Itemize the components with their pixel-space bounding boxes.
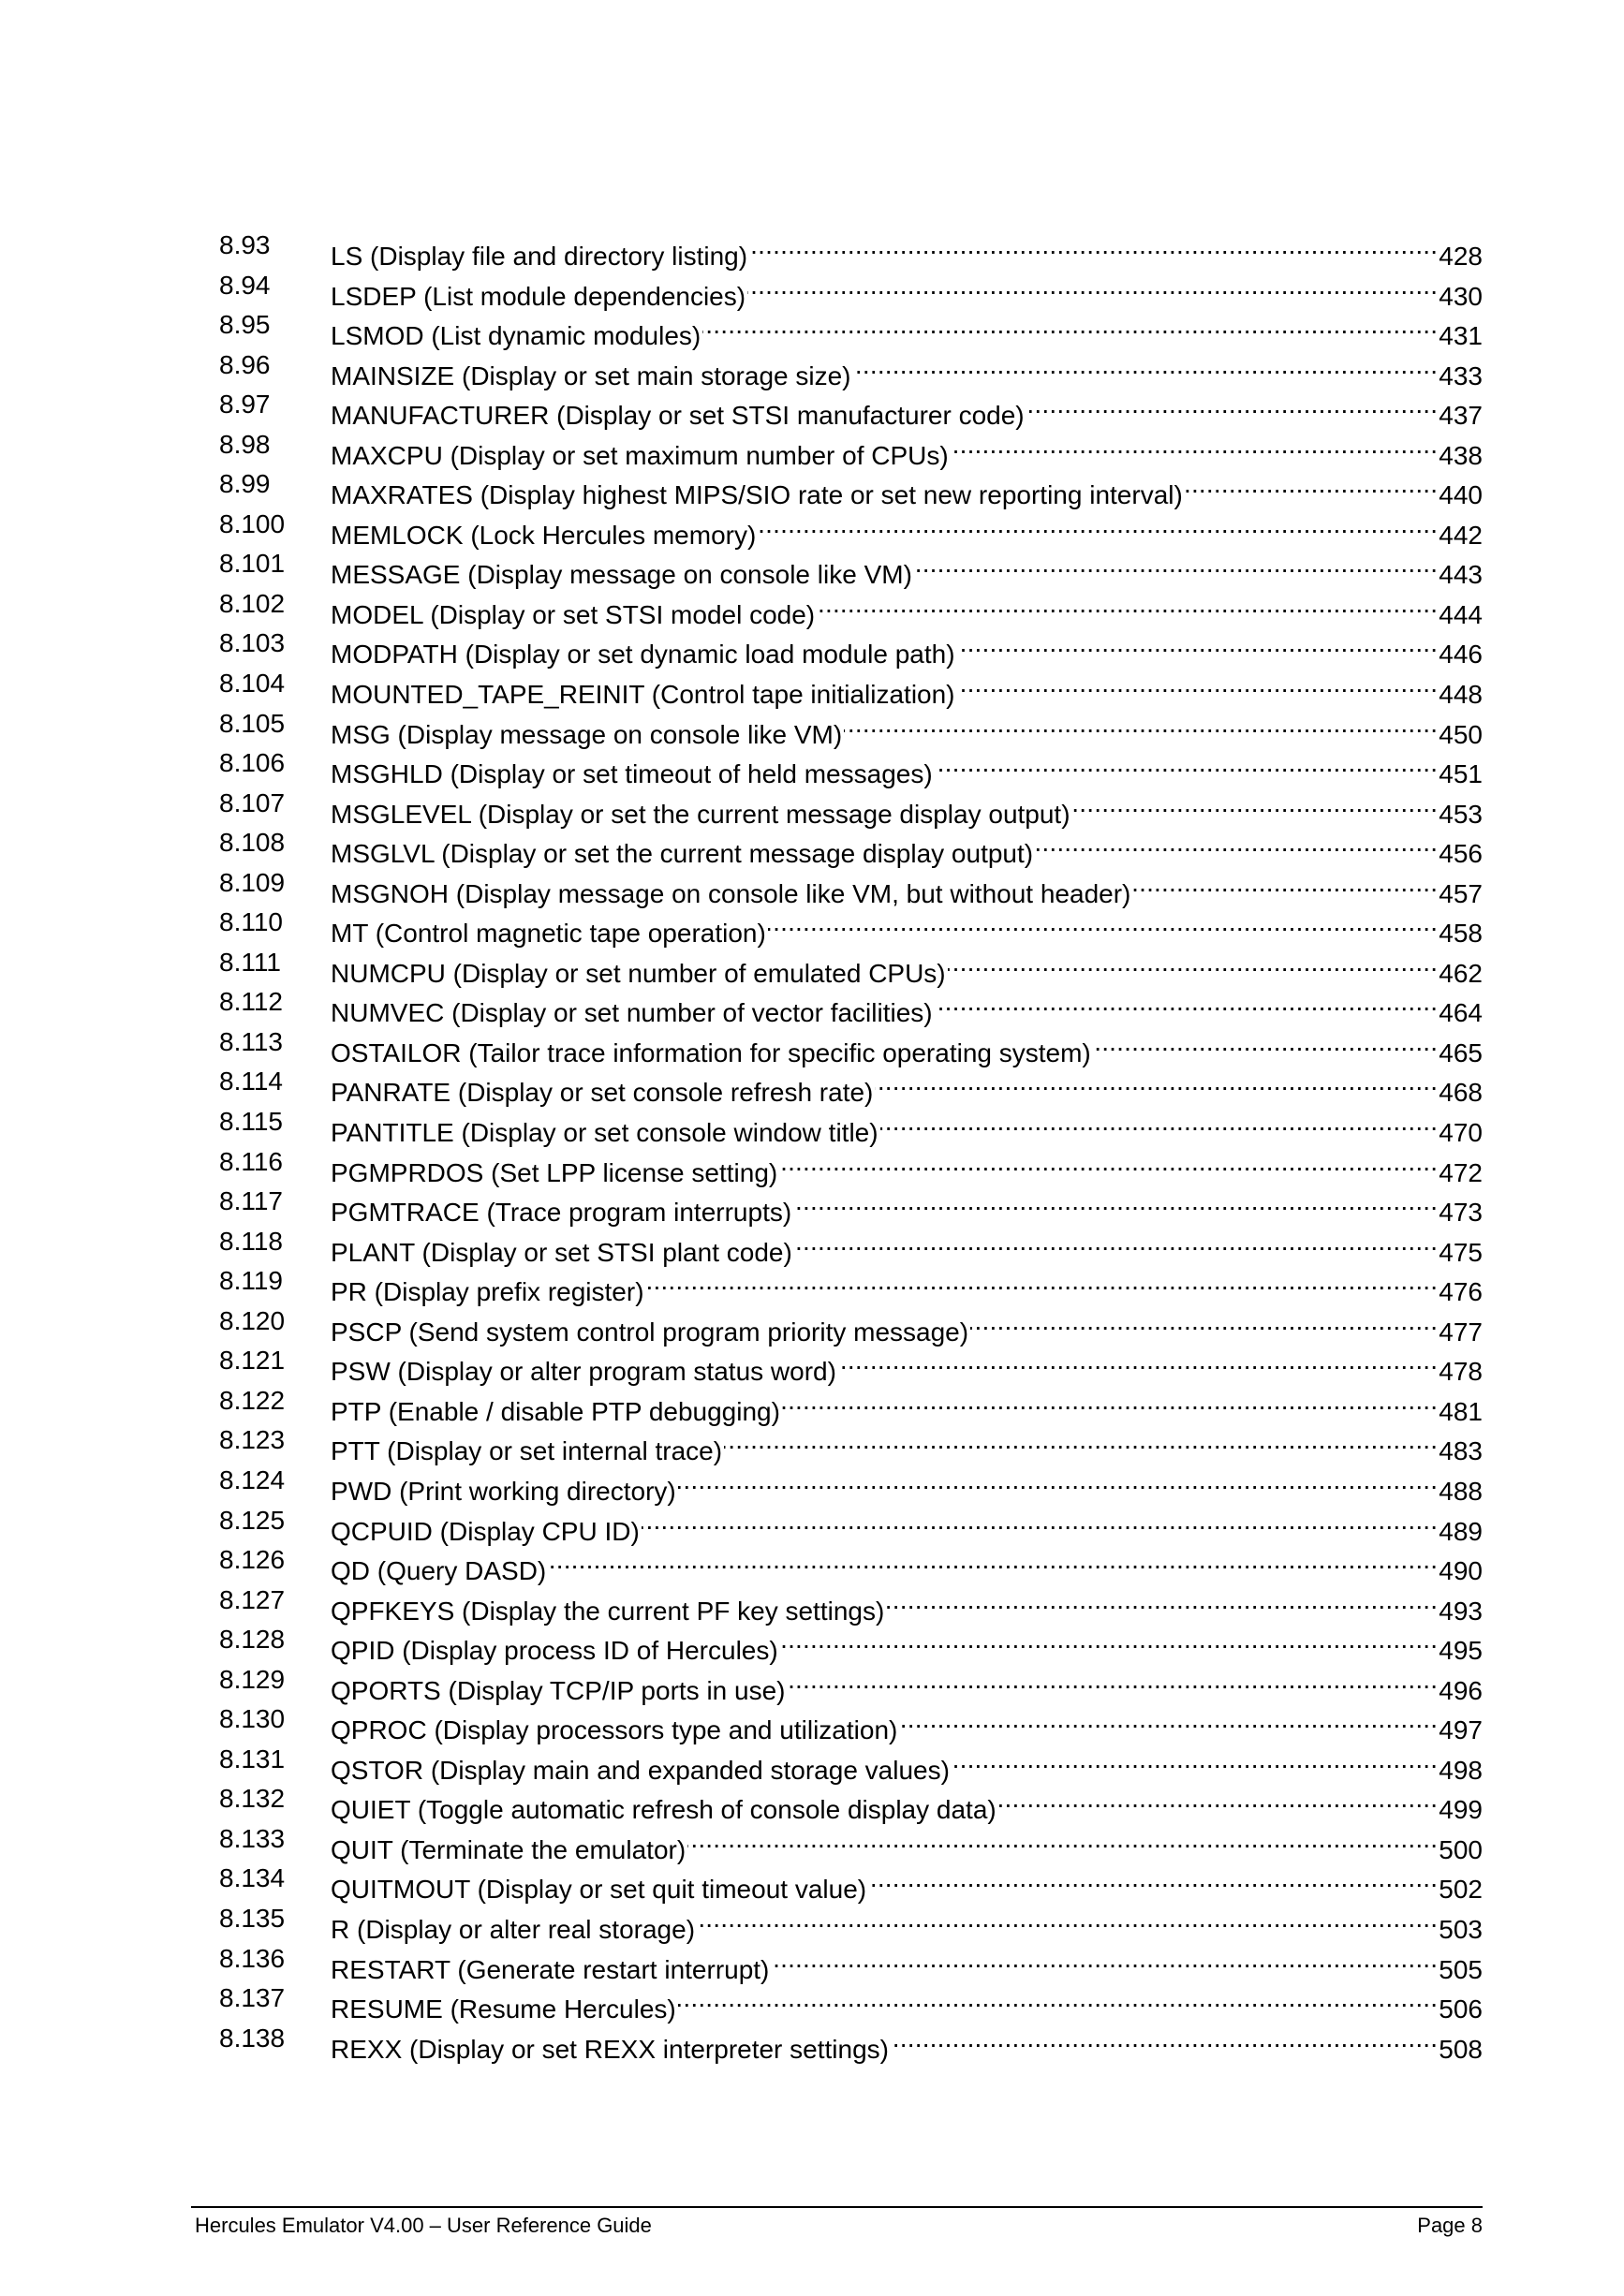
toc-entry-title[interactable]: MSGNOH (Display message on console like VM, but without header) xyxy=(331,875,1132,915)
toc-entry-number: 8.133 xyxy=(219,1823,286,1853)
toc-entry-number: 8.123 xyxy=(219,1425,286,1455)
toc-entry-number: 8.95 xyxy=(219,310,271,340)
toc-dot-leader xyxy=(1093,1023,1439,1062)
toc-entry-title[interactable]: PTT (Display or set internal trace) xyxy=(331,1432,724,1472)
toc-entry-page-number[interactable]: 462 xyxy=(1439,958,1483,988)
toc-dot-leader xyxy=(1026,385,1439,424)
toc-dot-leader xyxy=(1132,863,1438,903)
toc-dot-leader xyxy=(724,1420,1438,1460)
toc-entry-number: 8.93 xyxy=(219,230,271,259)
toc-entry-page-number[interactable]: 458 xyxy=(1439,919,1483,949)
toc-entry-number: 8.108 xyxy=(219,828,286,858)
toc-entry-title[interactable]: LSMOD (List dynamic modules) xyxy=(331,316,702,357)
toc-entry-title[interactable]: MAINSIZE (Display or set main storage size) xyxy=(331,357,853,397)
toc-entry-page-number[interactable]: 468 xyxy=(1439,1078,1483,1108)
toc-entry[interactable] xyxy=(219,226,1483,271)
toc-entry-page-number[interactable]: 505 xyxy=(1439,1954,1483,1984)
toc-dot-leader xyxy=(1185,464,1438,504)
toc-entry-page-number[interactable]: 508 xyxy=(1439,2034,1483,2064)
toc-entry-page-number[interactable]: 456 xyxy=(1439,839,1483,869)
toc-entry-title[interactable]: RESTART (Generate restart interrupt) xyxy=(331,1950,771,1991)
toc-dot-leader xyxy=(687,1819,1438,1859)
toc-entry-title[interactable]: OSTAILOR (Tailor trace information for specific operating system) xyxy=(331,1034,1093,1074)
toc-dot-leader xyxy=(548,1540,1438,1580)
toc-entry-number: 8.122 xyxy=(219,1385,286,1415)
toc-dot-leader xyxy=(998,1779,1439,1818)
toc-dot-leader xyxy=(782,1381,1438,1420)
toc-entry-page-number[interactable]: 498 xyxy=(1439,1755,1483,1785)
toc-entry-title[interactable]: MSGLVL (Display or set the current message display output) xyxy=(331,834,1035,875)
toc-entry-number: 8.104 xyxy=(219,669,286,699)
toc-entry[interactable] xyxy=(219,505,1483,550)
toc-dot-leader xyxy=(749,226,1438,265)
toc-entry[interactable] xyxy=(219,863,1483,908)
toc-dot-leader xyxy=(771,1939,1438,1979)
toc-entry-number: 8.128 xyxy=(219,1625,286,1655)
footer-page-number: Page 8 xyxy=(1417,2214,1483,2237)
toc-entry-title[interactable]: MSG (Display message on console like VM) xyxy=(331,715,844,756)
toc-dot-leader xyxy=(844,704,1438,743)
toc-entry[interactable] xyxy=(219,1779,1483,1825)
toc-dot-leader xyxy=(970,1302,1438,1341)
toc-entry[interactable] xyxy=(219,1939,1483,1984)
toc-dot-leader xyxy=(899,1700,1438,1739)
toc-entry-title[interactable]: QPORTS (Display TCP/IP ports in use) xyxy=(331,1671,788,1712)
toc-entry-title[interactable]: QSTOR (Display main and expanded storage values) xyxy=(331,1751,952,1791)
toc-entry-page-number[interactable]: 472 xyxy=(1439,1157,1483,1187)
toc-entry-title[interactable]: MEMLOCK (Lock Hercules memory) xyxy=(331,516,758,556)
toc-entry-number: 8.127 xyxy=(219,1584,286,1614)
toc-dot-leader xyxy=(678,1461,1439,1500)
toc-dot-leader xyxy=(747,266,1438,305)
toc-entry-page-number[interactable]: 438 xyxy=(1439,440,1483,470)
toc-entry[interactable] xyxy=(219,1142,1483,1187)
toc-entry-page-number[interactable]: 440 xyxy=(1439,480,1483,510)
toc-entry-title[interactable]: MOUNTED_TAPE_REINIT (Control tape initialization) xyxy=(331,675,957,715)
toc-dot-leader xyxy=(838,1341,1438,1380)
toc-entry-number: 8.130 xyxy=(219,1704,286,1734)
toc-entry[interactable] xyxy=(219,1381,1483,1426)
toc-entry-number: 8.107 xyxy=(219,787,286,817)
toc-entry[interactable] xyxy=(219,1420,1483,1466)
toc-dot-leader xyxy=(1035,823,1438,862)
toc-entry[interactable] xyxy=(219,346,1483,390)
toc-entry[interactable] xyxy=(219,1023,1483,1067)
toc-entry-number: 8.94 xyxy=(219,270,271,300)
toc-entry[interactable] xyxy=(219,1062,1483,1108)
toc-entry-page-number[interactable]: 475 xyxy=(1439,1237,1483,1267)
toc-entry-page-number[interactable]: 428 xyxy=(1439,242,1483,271)
toc-entry-title[interactable]: MAXCPU (Display or set maximum number of CPUs) xyxy=(331,436,951,477)
toc-entry-number: 8.96 xyxy=(219,349,271,379)
toc-entry-title[interactable]: QPROC (Display processors type and utilization) xyxy=(331,1711,899,1751)
toc-entry-number: 8.116 xyxy=(219,1146,283,1176)
toc-entry[interactable] xyxy=(219,385,1483,431)
toc-entry-number: 8.131 xyxy=(219,1744,286,1774)
toc-entry[interactable] xyxy=(219,1819,1483,1864)
toc-entry[interactable] xyxy=(219,1979,1483,2024)
toc-entry-title[interactable]: MSGHLD (Display or set timeout of held messages) xyxy=(331,755,935,795)
toc-entry-page-number[interactable]: 465 xyxy=(1439,1038,1483,1067)
toc-entry[interactable] xyxy=(219,1740,1483,1785)
toc-dot-leader xyxy=(957,624,1439,663)
toc-entry-title[interactable]: RESUME (Resume Hercules) xyxy=(331,1990,678,2030)
toc-entry-title[interactable]: PR (Display prefix register) xyxy=(331,1273,646,1313)
toc-entry[interactable] xyxy=(219,943,1483,988)
toc-dot-leader xyxy=(880,1102,1439,1141)
toc-entry-page-number[interactable]: 442 xyxy=(1439,520,1483,550)
toc-entry-title[interactable]: REXX (Display or set REXX interpreter settings) xyxy=(331,2030,891,2070)
toc-entry-title[interactable]: QUIET (Toggle automatic refresh of console display data) xyxy=(331,1790,998,1831)
toc-dot-leader xyxy=(1072,784,1439,823)
toc-entry-title[interactable]: MANUFACTURER (Display or set STSI manufacturer code) xyxy=(331,396,1026,436)
toc-entry-number: 8.118 xyxy=(219,1226,283,1256)
toc-entry-page-number[interactable]: 476 xyxy=(1439,1277,1483,1307)
toc-entry-title[interactable]: LS (Display file and directory listing) xyxy=(331,237,749,277)
toc-entry-number: 8.126 xyxy=(219,1545,286,1575)
toc-entry[interactable] xyxy=(219,1581,1483,1626)
toc-dot-leader xyxy=(817,584,1438,624)
toc-entry-number: 8.114 xyxy=(219,1067,283,1096)
toc-entry-page-number[interactable]: 457 xyxy=(1439,878,1483,908)
toc-entry-title[interactable]: QUIT (Terminate the emulator) xyxy=(331,1831,687,1871)
toc-entry[interactable] xyxy=(219,425,1483,470)
toc-entry-number: 8.110 xyxy=(219,907,283,937)
toc-entry-number: 8.136 xyxy=(219,1943,286,1973)
toc-entry-page-number[interactable]: 433 xyxy=(1439,361,1483,390)
toc-entry-page-number[interactable]: 478 xyxy=(1439,1357,1483,1387)
toc-entry-title[interactable]: PSW (Display or alter program status word) xyxy=(331,1352,838,1392)
toc-entry-number: 8.121 xyxy=(219,1346,286,1376)
toc-entry-number: 8.138 xyxy=(219,2023,286,2053)
toc-entry-page-number[interactable]: 488 xyxy=(1439,1476,1483,1506)
toc-entry-title[interactable]: NUMCPU (Display or set number of emulated CPUs) xyxy=(331,954,948,994)
toc-entry[interactable] xyxy=(219,1461,1483,1506)
toc-entry-page-number[interactable]: 450 xyxy=(1439,719,1483,749)
toc-entry[interactable] xyxy=(219,1660,1483,1705)
toc-entry-title[interactable]: PSCP (Send system control program priority message) xyxy=(331,1313,970,1353)
toc-dot-leader xyxy=(875,1062,1438,1101)
toc-entry[interactable] xyxy=(219,743,1483,789)
toc-entry-page-number[interactable]: 497 xyxy=(1439,1715,1483,1745)
toc-entry-page-number[interactable]: 483 xyxy=(1439,1436,1483,1466)
toc-dot-leader xyxy=(758,505,1438,544)
toc-entry-page-number[interactable]: 464 xyxy=(1439,998,1483,1028)
toc-dot-leader xyxy=(935,743,1439,783)
toc-entry-number: 8.120 xyxy=(219,1305,286,1335)
toc-entry[interactable] xyxy=(219,305,1483,351)
toc-entry-number: 8.132 xyxy=(219,1784,286,1814)
toc-entry[interactable] xyxy=(219,903,1483,949)
toc-entry-number: 8.124 xyxy=(219,1464,286,1494)
page-footer xyxy=(191,2206,1483,2240)
toc-entry[interactable] xyxy=(219,784,1483,829)
toc-entry[interactable] xyxy=(219,982,1483,1028)
toc-dot-leader xyxy=(853,346,1439,385)
toc-entry-page-number[interactable]: 496 xyxy=(1439,1675,1483,1705)
toc-dot-leader xyxy=(886,1581,1438,1620)
toc-dot-leader xyxy=(794,1222,1438,1261)
toc-dot-leader xyxy=(646,1261,1439,1301)
toc-dot-leader xyxy=(951,425,1439,464)
footer-document-title: Hercules Emulator V4.00 – User Reference Guide xyxy=(195,2214,652,2237)
toc-dot-leader xyxy=(642,1501,1438,1540)
toc-entry[interactable] xyxy=(219,1899,1483,1944)
toc-entry-page-number[interactable]: 470 xyxy=(1439,1118,1483,1148)
toc-entry-number: 8.135 xyxy=(219,1903,286,1933)
toc-entry-title[interactable]: MAXRATES (Display highest MIPS/SIO rate or set new reporting interval) xyxy=(331,476,1185,516)
toc-dot-leader xyxy=(891,2019,1438,2058)
toc-entry-page-number[interactable]: 481 xyxy=(1439,1396,1483,1426)
toc-dot-leader xyxy=(952,1740,1438,1779)
toc-entry-number: 8.134 xyxy=(219,1863,286,1893)
toc-entry-title[interactable]: MODEL (Display or set STSI model code) xyxy=(331,596,817,636)
toc-entry[interactable] xyxy=(219,624,1483,670)
toc-entry[interactable] xyxy=(219,1620,1483,1666)
toc-entry-title[interactable]: QPFKEYS (Display the current PF key settings) xyxy=(331,1592,886,1632)
toc-entry-page-number[interactable]: 453 xyxy=(1439,799,1483,829)
toc-entry[interactable] xyxy=(219,1261,1483,1307)
toc-dot-leader xyxy=(948,943,1439,982)
toc-entry-number: 8.112 xyxy=(219,987,283,1017)
toc-entry-title[interactable]: PGMTRACE (Trace program interrupts) xyxy=(331,1193,793,1233)
toc-entry-number: 8.100 xyxy=(219,508,286,538)
table-of-contents xyxy=(219,226,1483,2064)
toc-entry[interactable] xyxy=(219,544,1483,590)
toc-entry-number: 8.111 xyxy=(219,947,281,977)
toc-entry-number: 8.129 xyxy=(219,1664,286,1694)
toc-entry-page-number[interactable]: 430 xyxy=(1439,281,1483,311)
toc-entry-title[interactable]: MT (Control magnetic tape operation) xyxy=(331,914,768,954)
toc-entry[interactable] xyxy=(219,664,1483,710)
toc-entry-number: 8.115 xyxy=(219,1107,283,1137)
toc-entry-page-number[interactable]: 448 xyxy=(1439,680,1483,710)
toc-entry-number: 8.98 xyxy=(219,429,271,459)
toc-entry-title[interactable]: QD (Query DASD) xyxy=(331,1552,548,1592)
toc-entry-page-number[interactable]: 503 xyxy=(1439,1914,1483,1944)
toc-entry[interactable] xyxy=(219,1859,1483,1905)
toc-entry[interactable] xyxy=(219,1700,1483,1745)
toc-entry-number: 8.99 xyxy=(219,469,271,499)
toc-entry-page-number[interactable]: 506 xyxy=(1439,1994,1483,2024)
toc-entry-page-number[interactable]: 490 xyxy=(1439,1556,1483,1586)
toc-entry-title[interactable]: PANRATE (Display or set console refresh rate) xyxy=(331,1073,875,1113)
toc-entry-title[interactable]: LSDEP (List module dependencies) xyxy=(331,277,747,317)
toc-dot-leader xyxy=(780,1620,1439,1659)
toc-entry[interactable] xyxy=(219,1222,1483,1267)
toc-entry[interactable] xyxy=(219,1501,1483,1546)
toc-entry-number: 8.113 xyxy=(219,1026,283,1056)
toc-dot-leader xyxy=(868,1859,1438,1898)
toc-entry-page-number[interactable]: 477 xyxy=(1439,1317,1483,1347)
toc-entry[interactable] xyxy=(219,464,1483,510)
toc-dot-leader xyxy=(935,982,1439,1022)
toc-entry-number: 8.125 xyxy=(219,1505,286,1535)
toc-entry-title[interactable]: R (Display or alter real storage) xyxy=(331,1910,697,1950)
toc-entry-page-number[interactable]: 502 xyxy=(1439,1875,1483,1905)
toc-entry[interactable] xyxy=(219,704,1483,749)
toc-entry-number: 8.117 xyxy=(219,1186,283,1216)
toc-entry[interactable] xyxy=(219,823,1483,869)
toc-entry[interactable] xyxy=(219,1182,1483,1228)
toc-entry-number: 8.105 xyxy=(219,708,286,738)
toc-entry-page-number[interactable]: 493 xyxy=(1439,1596,1483,1626)
toc-entry-title[interactable]: PGMPRDOS (Set LPP license setting) xyxy=(331,1154,779,1194)
toc-dot-leader xyxy=(914,544,1438,583)
toc-entry-title[interactable]: PWD (Print working directory) xyxy=(331,1472,678,1512)
toc-entry[interactable] xyxy=(219,1102,1483,1148)
toc-entry-title[interactable]: NUMVEC (Display or set number of vector facilities) xyxy=(331,993,935,1034)
toc-entry-number: 8.101 xyxy=(219,549,286,579)
toc-entry[interactable] xyxy=(219,584,1483,629)
toc-entry-title[interactable]: MSGLEVEL (Display or set the current message display output) xyxy=(331,795,1072,835)
toc-entry-number: 8.137 xyxy=(219,1983,286,2013)
toc-entry-page-number[interactable]: 451 xyxy=(1439,759,1483,789)
toc-entry[interactable] xyxy=(219,1302,1483,1347)
toc-dot-leader xyxy=(779,1142,1438,1182)
toc-entry-title[interactable]: QCPUID (Display CPU ID) xyxy=(331,1512,642,1553)
toc-dot-leader xyxy=(793,1182,1438,1221)
toc-entry-page-number[interactable]: 495 xyxy=(1439,1636,1483,1666)
toc-entry-page-number[interactable]: 499 xyxy=(1439,1795,1483,1825)
toc-entry-page-number[interactable]: 473 xyxy=(1439,1198,1483,1228)
toc-entry-number: 8.106 xyxy=(219,748,286,778)
toc-entry-page-number[interactable]: 446 xyxy=(1439,640,1483,670)
toc-entry-page-number[interactable]: 500 xyxy=(1439,1834,1483,1864)
toc-entry-title[interactable]: QPID (Display process ID of Hercules) xyxy=(331,1631,780,1671)
toc-entry-number: 8.103 xyxy=(219,628,286,658)
toc-entry-page-number[interactable]: 431 xyxy=(1439,321,1483,351)
toc-entry-page-number[interactable]: 437 xyxy=(1439,401,1483,431)
toc-entry-number: 8.109 xyxy=(219,867,286,897)
toc-entry-title[interactable]: MODPATH (Display or set dynamic load module path) xyxy=(331,635,957,675)
toc-entry-page-number[interactable]: 443 xyxy=(1439,560,1483,590)
toc-dot-leader xyxy=(702,305,1438,345)
toc-entry-title[interactable]: PTP (Enable / disable PTP debugging) xyxy=(331,1392,782,1433)
toc-entry-number: 8.97 xyxy=(219,390,271,419)
toc-entry[interactable] xyxy=(219,2019,1483,2064)
toc-entry-title[interactable]: PANTITLE (Display or set console window title) xyxy=(331,1113,880,1154)
toc-dot-leader xyxy=(678,1979,1439,2018)
toc-dot-leader xyxy=(788,1660,1439,1700)
toc-entry-number: 8.119 xyxy=(219,1266,283,1296)
toc-entry-number: 8.102 xyxy=(219,588,286,618)
toc-entry-page-number[interactable]: 489 xyxy=(1439,1516,1483,1546)
toc-entry-title[interactable]: PLANT (Display or set STSI plant code) xyxy=(331,1233,794,1273)
toc-entry-body xyxy=(331,2019,1483,2070)
toc-entry[interactable] xyxy=(219,1341,1483,1387)
toc-entry-title[interactable]: MESSAGE (Display message on console like VM) xyxy=(331,555,914,596)
toc-dot-leader xyxy=(697,1899,1438,1938)
toc-dot-leader xyxy=(957,664,1439,703)
toc-entry[interactable] xyxy=(219,1540,1483,1586)
toc-entry-page-number[interactable]: 444 xyxy=(1439,599,1483,629)
toc-entry-title[interactable]: QUITMOUT (Display or set quit timeout value) xyxy=(331,1870,868,1910)
toc-entry[interactable] xyxy=(219,266,1483,311)
toc-dot-leader xyxy=(768,903,1438,942)
